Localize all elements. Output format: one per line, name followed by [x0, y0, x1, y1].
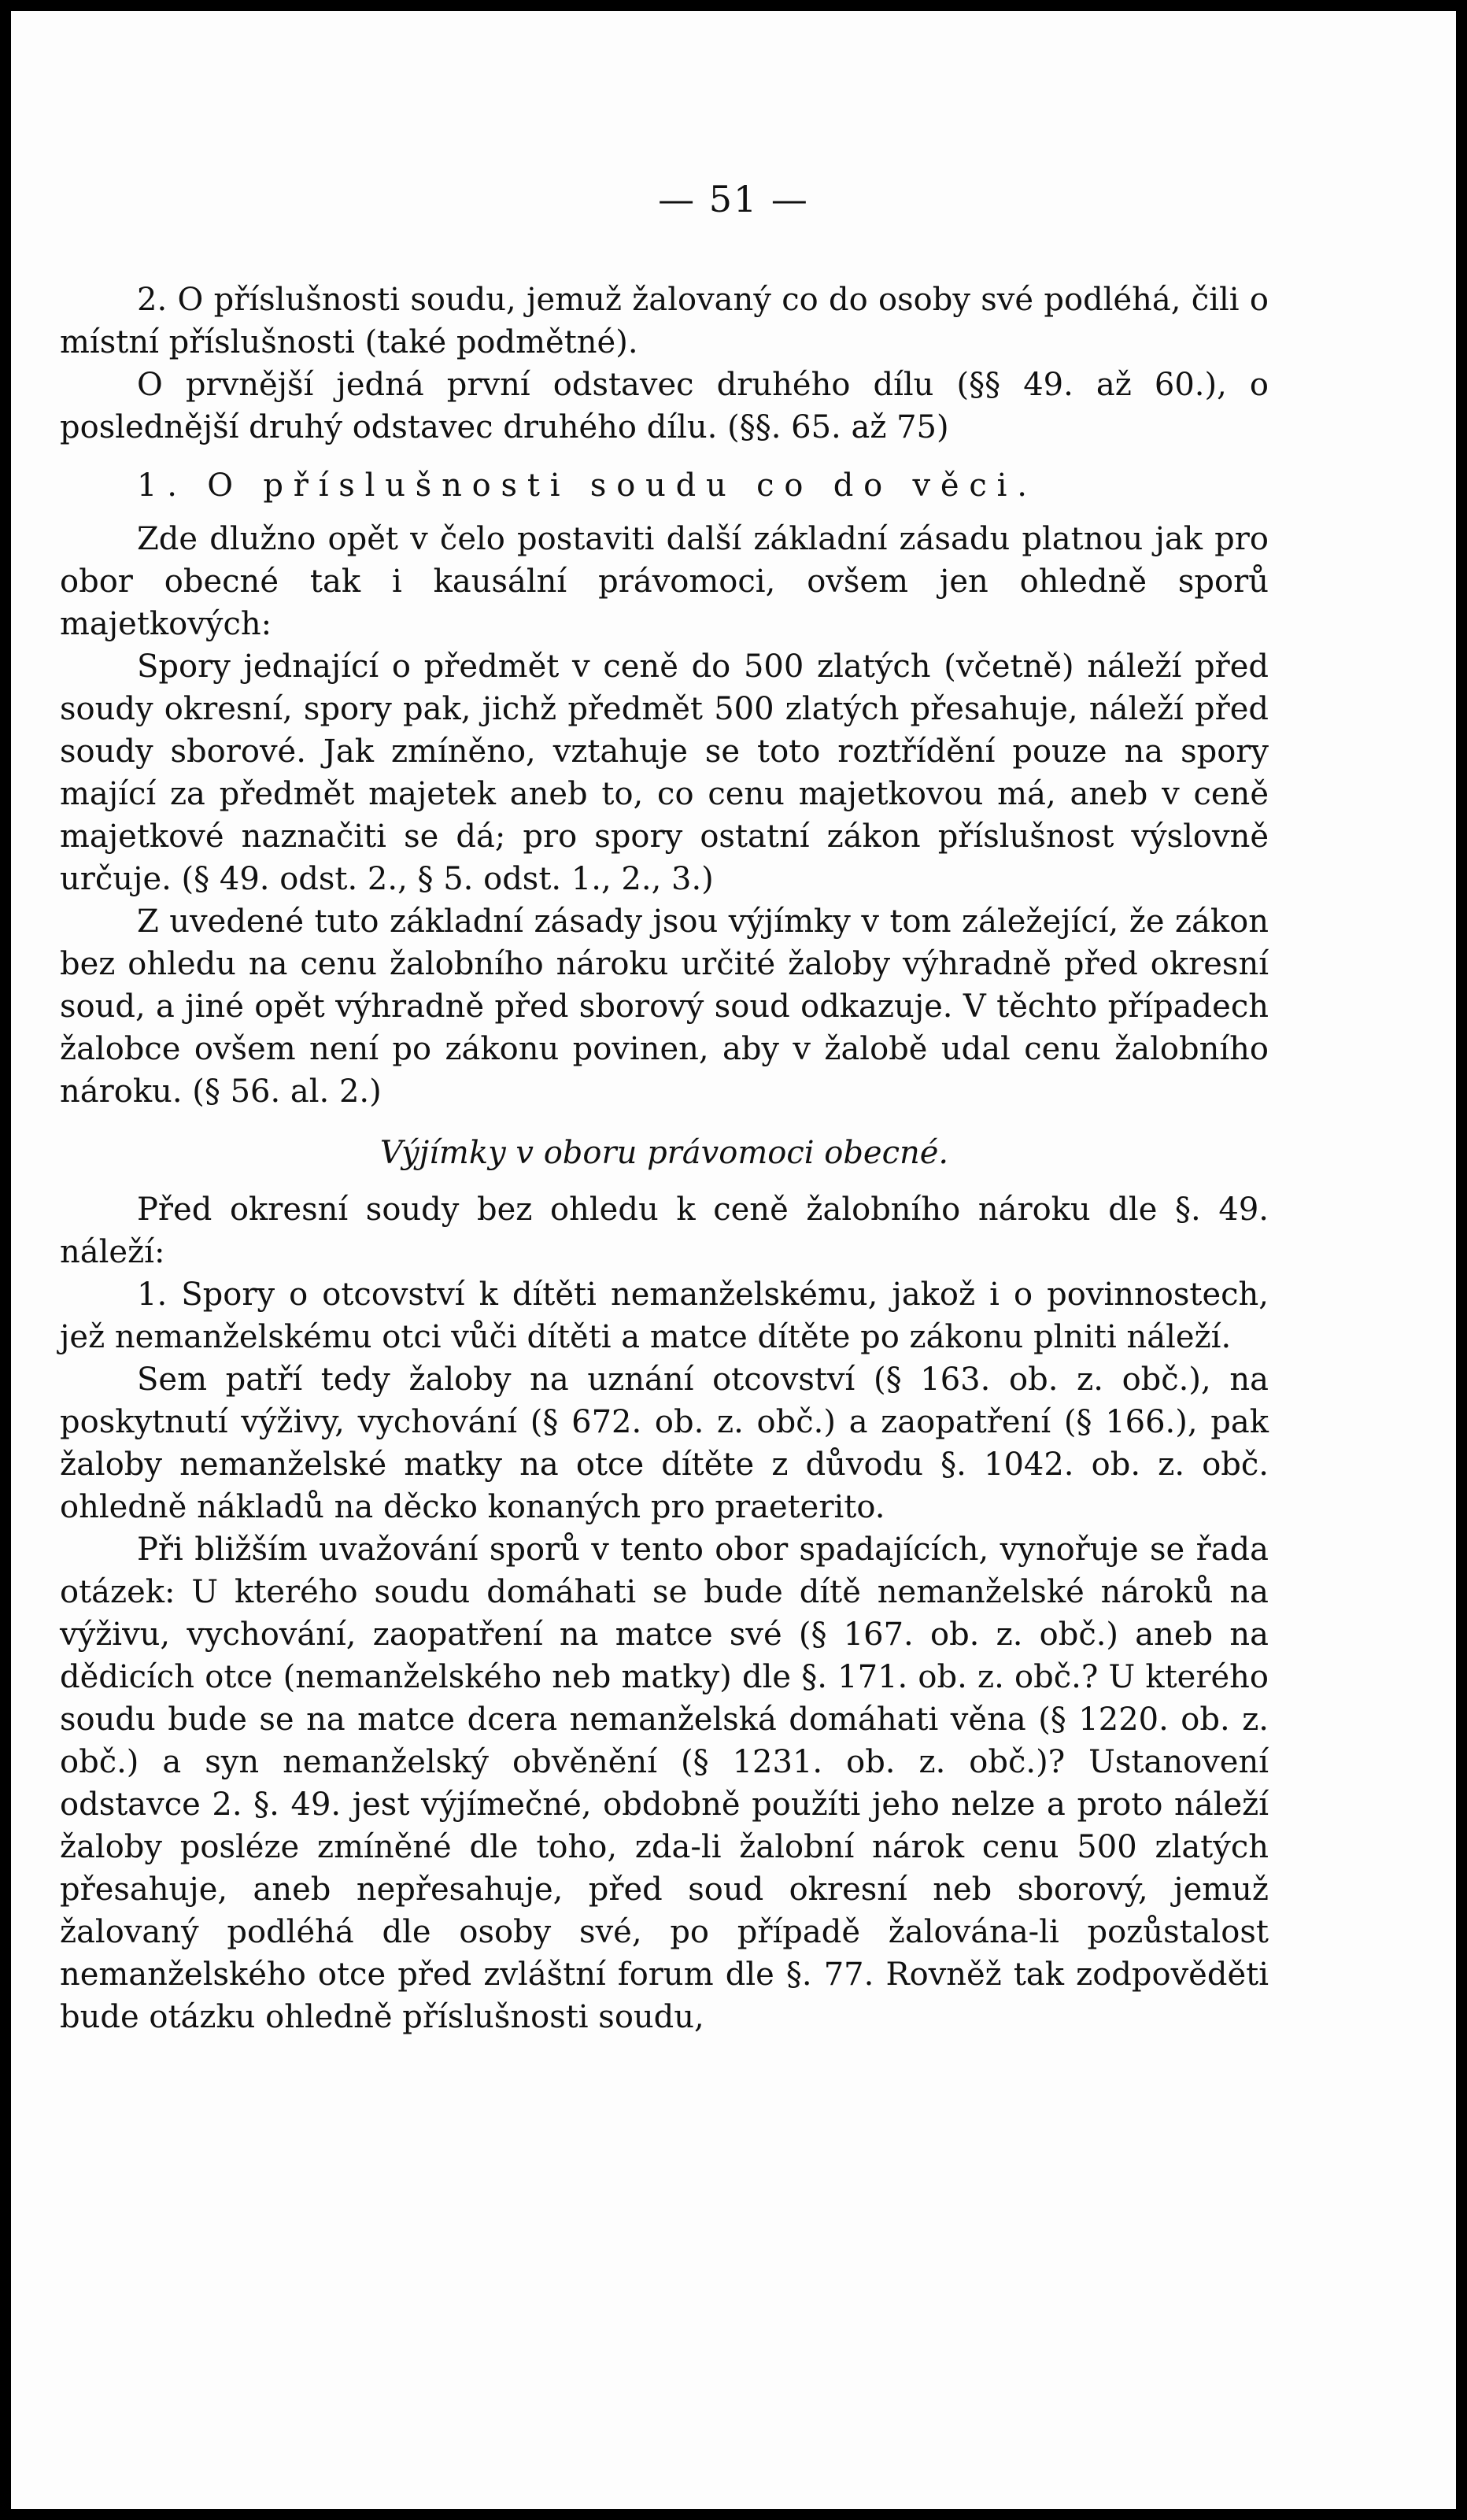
body-text — [60, 279, 1269, 2038]
paragraph: Z uvedené tuto základní zásady jsou výjímky v tom záležející, že zákon bez ohledu na cenu žalobního nároku určité žaloby výhradně před okresní soud, a jiné opět výhradně před sborový soud odkazuje. V těchto případech žalobce ovšem není po zákonu povinen, aby v žalobě udal cenu žalobního nároku. (§ 56. al. 2.) — [60, 903, 1269, 1110]
paragraph: Zde dlužno opět v čelo postaviti další základní zásadu platnou jak pro obor obecné tak i kausální právomoci, ovšem jen ohledně sporů majetkových: — [60, 521, 1269, 642]
list-item-1: 1. Spory o otcovství k dítěti nemanželskému, jakož i o povinnostech, jež nemanželskému otci vůči dítěti a matce dítěte po zákonu plniti náleží. — [60, 1277, 1269, 1355]
exceptions-heading: Výjímky v oboru právomoci obecné. — [379, 1135, 949, 1171]
subsection-1-heading: 1. O příslušnosti soudu co do věci. — [137, 467, 1037, 504]
paragraph-rule: Spory jednající o předmět v ceně do 500 zlatých (včetně) náleží před soudy okresní, spory pak, jichž předmět 500 zlatých přesahuje, náleží před soudy sborové. Jak zmíněno, vztahuje se toto roztřídění pouze na spory mající za předmět majetek aneb to, co cenu majetkovou má, aneb v ceně majetkové naznačiti se dá; pro spory ostatní zákon příslušnost výslovně určuje. (§ 49. odst. 2., § 5. odst. 1., 2., 3.) — [60, 648, 1269, 897]
paragraph: Sem patří tedy žaloby na uznání otcovství (§ 163. ob. z. obč.), na poskytnutí výživy, vychování (§ 672. ob. z. obč.) a zaopatření (§ 166.), pak žaloby nemanželské matky na otce dítěte z důvodu §. 1042. ob. z. obč. ohledně nákladů na děcko konaných pro praeterito. — [60, 1362, 1269, 1525]
page-number: — 51 — — [658, 178, 809, 220]
paragraph: Při bližším uvažování sporů v tento obor spadajících, vynořuje se řada otázek: U kterého soudu domáhati se bude dítě nemanželské nároků na výživu, vychování, zaopatření na matce své (§ 167. ob. z. obč.) aneb na dědicích otce (nemanželského neb matky) dle §. 171. ob. z. obč.? U kterého soudu bude se na matce dcera nemanželská domáhati věna (§ 1220. ob. z. obč.) a syn nemanželský obvěnění (§ 1231. ob. z. obč.)? Ustanovení odstavce 2. §. 49. jest výjímečné, obdobně použíti jeho nelze a proto náleží žaloby posléze zmíněné dle toho, zda-li žalobní nárok cenu 500 zlatých přesahuje, aneb nepřesahuje, před soud okresní neb sborový, jemuž žalovaný podléhá dle osoby své, po případě žalována-li pozůstalost nemanželského otce před zvláštní forum dle §. 77. Rovněž tak zodpověděti bude otázku ohledně příslušnosti soudu, — [60, 1532, 1269, 2035]
paragraph: O prvnější jedná první odstavec druhého dílu (§§ 49. až 60.), o poslednější druhý odstavec druhého dílu. (§§. 65. až 75) — [60, 367, 1269, 445]
document-page — [11, 11, 1456, 2509]
paragraph: Před okresní soudy bez ohledu k ceně žalobního nároku dle §. 49. náleží: — [60, 1192, 1269, 1270]
section-2-heading: 2. O příslušnosti soudu, jemuž žalovaný co do osoby své podléhá, čili o místní příslušnosti (také podmětné). — [60, 282, 1269, 360]
